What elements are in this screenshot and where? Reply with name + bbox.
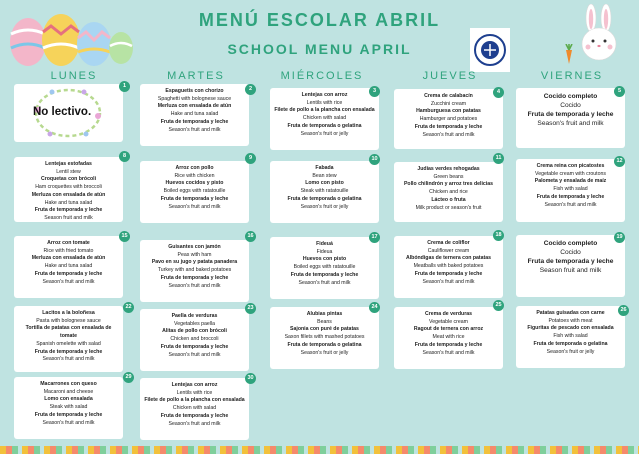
dish-name-en: Hake and tuna salad <box>44 199 93 206</box>
day-number-badge: 18 <box>493 230 504 241</box>
dish-name-es: Fruta de temporada y leche <box>160 343 229 350</box>
dish-name-en: Boiled eggs with ratatouille <box>163 188 226 195</box>
dish-name-en: Potatoes with meat <box>548 317 593 324</box>
day-number-badge: 25 <box>493 300 504 311</box>
dish-name-en: Season's fruit and milk <box>168 282 221 289</box>
dish-name-en: Spanish omelette with salad <box>36 340 101 347</box>
dish-name-en: Vegetable cream with croutons <box>535 170 606 177</box>
dish-name-en: Cauliflower cream <box>427 247 470 254</box>
dish-name-en: Ham croquettes with broccoli <box>35 184 102 191</box>
dish-name-es: Fruta de temporada y leche <box>160 195 229 202</box>
dish-name-en: Season's fruit or jelly <box>300 349 349 356</box>
dish-name-es: Fideuá <box>316 241 333 247</box>
dish-name-es: Patatas guisadas con carne <box>536 310 605 316</box>
dish-name-en: Beans <box>317 318 332 325</box>
dish-name-es: Espaguetis con chorizo <box>165 88 224 94</box>
dish-name-en: Fish with salad <box>553 186 588 193</box>
dish-name-es: Arroz con pollo <box>175 165 214 171</box>
menu-card-1 <box>14 84 123 142</box>
day-number-badge: 3 <box>369 86 380 97</box>
dish-name-es: Lácteo o fruta <box>431 196 466 203</box>
menu-card-15 <box>14 236 123 298</box>
day-number-badge: 5 <box>614 86 625 97</box>
dish-name-es: Crema de verduras <box>425 311 472 317</box>
day-header-thursday: JUEVES <box>422 70 478 82</box>
dish-name-en: Season's fruit and milk <box>168 203 221 210</box>
day-number-badge: 12 <box>614 156 625 167</box>
day-number-badge: 1 <box>119 81 130 92</box>
dish-name-en: Pasta with bolognese sauce <box>36 317 101 324</box>
day-number-badge: 26 <box>618 305 629 316</box>
day-header-monday: LUNES <box>50 70 98 82</box>
dish-name-es: Palometa y ensalada de maíz <box>534 178 607 185</box>
dish-name-en: Season's fruit and milk <box>168 351 221 358</box>
menu-card-9 <box>140 161 249 223</box>
page-subtitle: SCHOOL MENU APRIL <box>227 41 412 57</box>
menu-card-17 <box>270 237 379 299</box>
menu-card-24 <box>270 307 379 369</box>
dish-name-en: Vegetable cream <box>429 318 468 325</box>
menu-card-19 <box>516 235 625 297</box>
day-header-wednesday: MIÉRCOLES <box>280 70 364 82</box>
dish-name-en: Fish with salad <box>553 333 588 340</box>
dish-name-en: Hamburger and potatoes <box>419 116 478 123</box>
day-number-badge: 10 <box>369 154 380 165</box>
dish-name-es: Lomo con pisto <box>305 180 344 187</box>
menu-card-23 <box>140 309 249 371</box>
menu-card-3 <box>270 88 379 150</box>
dish-name-en: Peas with ham <box>177 251 212 258</box>
dish-name-en: Season's fruit and milk <box>537 120 604 127</box>
dish-name-en: Season's fruit and milk <box>422 349 475 356</box>
dish-name-en: Season's fruit or jelly <box>300 130 349 137</box>
dish-name-es: Lentejas estofadas <box>45 161 92 167</box>
menu-card-29 <box>14 377 123 439</box>
dish-name-en: Season's fruit and milk <box>298 279 351 286</box>
dish-name-es: Lomo con ensalada <box>44 396 93 403</box>
dish-name-en: Chicken and rice <box>429 189 468 196</box>
dish-name-en: Season's fruit and milk <box>422 131 475 138</box>
dish-name-en: Chicken with salad <box>172 405 217 412</box>
dish-name-es: Fruta de temporada y leche <box>34 207 103 214</box>
dish-name-es: Macarrones con queso <box>40 381 97 387</box>
dish-name-en: Season's fruit and milk <box>168 420 221 427</box>
dish-name-es: Pollo chilindrón y arroz tres delicias <box>403 181 494 188</box>
dish-name-es: Crema de calabacín <box>424 93 473 99</box>
dish-name-es: Fruta de temporada y leche <box>34 348 103 355</box>
bunting-decoration <box>0 446 639 454</box>
dish-name-en: Season's fruit and milk <box>42 356 95 363</box>
day-number-badge: 24 <box>369 302 380 313</box>
dish-name-es: Paella de verduras <box>171 313 218 319</box>
dish-name-es: Alubias pintas <box>306 311 343 317</box>
day-number-badge: 29 <box>123 372 134 383</box>
dish-name-en: Season fruit and milk <box>44 214 93 221</box>
dish-name-es: Fruta de temporada y leche <box>160 274 229 281</box>
dish-name-es: Filete de pollo a la plancha con ensalada <box>274 107 375 114</box>
dish-name-en: Meat with rice <box>432 334 465 341</box>
dish-name-en: Steak with ratatouille <box>300 188 349 195</box>
dish-name-en: Spaghetti with bolognese sauce <box>157 95 232 102</box>
dish-name-es: Filete de pollo a la plancha con ensalada <box>144 397 245 404</box>
menu-card-16 <box>140 240 249 302</box>
menu-card-4 <box>394 89 503 149</box>
dish-name-en: Bean stew <box>312 172 337 179</box>
menu-card-25 <box>394 307 503 369</box>
day-number-badge: 16 <box>245 231 256 242</box>
menu-card-30 <box>140 378 249 440</box>
day-number-badge: 22 <box>123 302 134 313</box>
dish-name-en: Chicken and broccoli <box>170 336 219 343</box>
dish-name-en: Cocido <box>560 249 581 256</box>
dish-name-es: Fruta de temporada y leche <box>536 193 605 200</box>
dish-name-es: Arroz con tomate <box>47 240 90 246</box>
day-number-badge: 9 <box>245 153 256 164</box>
dish-name-en: Cocido <box>560 102 581 109</box>
dish-name-es: Fruta de temporada y leche <box>160 412 229 419</box>
dish-name-en: Saxon fillets with mashed potatoes <box>284 334 365 341</box>
dish-name-en: Season's fruit and milk <box>42 419 95 426</box>
dish-name-es: Fruta de temporada y leche <box>527 111 614 118</box>
dish-name-es: Cocido completo <box>543 240 598 247</box>
dish-name-en: Vegetables paella <box>174 320 215 327</box>
dish-name-en: Zucchini cream <box>430 100 467 107</box>
dish-name-es: Fruta de temporada o gelatina <box>287 122 362 129</box>
dish-name-es: Fruta de temporada y leche <box>290 271 359 278</box>
dish-name-en: Season's fruit or jelly <box>546 348 595 355</box>
dish-name-en: Meatballs with baked potatoes <box>413 263 484 270</box>
dish-name-en: Fideua <box>316 248 333 255</box>
day-number-badge: 30 <box>245 373 256 384</box>
dish-name-es: Hamburguesa con patatas <box>416 108 481 115</box>
dish-name-es: Fruta de temporada o gelatina <box>287 195 362 202</box>
dish-name-es: Ragout de ternera con arroz <box>413 326 484 333</box>
dish-name-en: Season's fruit and milk <box>168 126 221 133</box>
dish-name-en: Hake and tuna salad <box>170 111 219 118</box>
dish-name-es: Lentejas con arroz <box>171 382 218 388</box>
day-number-badge: 19 <box>614 232 625 243</box>
dish-name-es: Fruta de temporada y leche <box>34 411 103 418</box>
page-title: MENÚ ESCOLAR ABRIL <box>198 10 441 30</box>
menu-card-10 <box>270 161 379 223</box>
day-header-friday: VIERNES <box>540 70 604 82</box>
menu-card-2 <box>140 84 249 146</box>
dish-name-es: Tortilla de patatas con ensalada de tomate <box>25 325 112 340</box>
dish-name-es: Alitas de pollo con brócoli <box>162 328 227 335</box>
menu-card-26 <box>516 306 625 368</box>
dish-name-en: Season's fruit and milk <box>42 278 95 285</box>
dish-name-es: Crema de coliflor <box>427 240 470 246</box>
dish-name-en: Lentils with rice <box>306 99 343 106</box>
dish-name-es: Figuritas de pescado con ensalada <box>527 325 614 332</box>
dish-name-es: Fruta de temporada y leche <box>414 341 483 348</box>
dish-name-en: Season's fruit or jelly <box>300 203 349 210</box>
dish-name-en: Rice with chicken <box>174 172 215 179</box>
dish-name-es: Guisantes con jamón <box>168 244 221 250</box>
dish-name-es: Huevos cocidos y pisto <box>165 180 224 187</box>
menu-card-11 <box>394 162 503 222</box>
menu-card-18 <box>394 236 503 298</box>
dish-name-es: Fruta de temporada y leche <box>160 118 229 125</box>
dish-name-es: Merluza con ensalada de atún <box>31 255 106 262</box>
dish-name-en: Turkey with and baked potatoes <box>157 267 232 274</box>
dish-name-en: Season's fruit and milk <box>544 201 597 208</box>
dish-name-es: Croquetas con brócoli <box>40 176 97 183</box>
dish-name-en: Boiled eggs with ratatouille <box>293 264 356 271</box>
dish-name-en: Hake and tuna salad <box>44 263 93 270</box>
dish-name-en: Chicken with salad <box>302 115 347 122</box>
dish-name-es: Fruta de temporada y leche <box>414 123 483 130</box>
day-number-badge: 23 <box>245 303 256 314</box>
day-number-badge: 2 <box>245 84 256 95</box>
menu-card-12 <box>516 159 625 222</box>
day-number-badge: 8 <box>119 151 130 162</box>
dish-name-es: Pavo en su jugo y patata panadera <box>151 259 238 266</box>
dish-name-en: Lentils with rice <box>176 389 213 396</box>
dish-name-en: Green beans <box>433 173 464 180</box>
dish-name-es: Lentejas con arroz <box>301 92 348 98</box>
dish-name-es: Fruta de temporada y leche <box>527 258 614 265</box>
dish-name-es: Fruta de temporada y leche <box>34 270 103 277</box>
dish-name-en: Season's fruit and milk <box>422 278 475 285</box>
day-number-badge: 17 <box>369 232 380 243</box>
dish-name-es: Lacitos a la boloñesa <box>42 310 95 316</box>
dish-name-en: Steak with salad <box>49 404 88 411</box>
dish-name-es: Fruta de temporada o gelatina <box>533 340 608 347</box>
dish-name-es: Merluza con ensalada de atún <box>157 103 232 110</box>
dish-name-es: Judías verdes rehogadas <box>417 166 480 172</box>
no-lectivo-label: No lectivo. <box>33 106 92 118</box>
menu-card-5 <box>516 88 625 148</box>
day-number-badge: 15 <box>119 231 130 242</box>
dish-name-es: Fruta de temporada y leche <box>414 270 483 277</box>
day-header-tuesday: MARTES <box>167 70 225 82</box>
dish-name-es: Fabada <box>315 165 334 171</box>
dish-name-es: Merluza con ensalada de atún <box>31 191 106 198</box>
dish-name-es: Cocido completo <box>543 93 598 100</box>
day-number-badge: 4 <box>493 87 504 98</box>
dish-name-en: Rice with fried tomato <box>43 247 94 254</box>
menu-card-22 <box>14 306 123 372</box>
menu-card-8 <box>14 157 123 222</box>
dish-name-es: Albóndigas de ternera con patatas <box>405 255 492 262</box>
dish-name-es: Huevos con pisto <box>302 256 347 263</box>
day-number-badge: 11 <box>493 153 504 164</box>
dish-name-es: Sajonia con puré de patatas <box>290 326 359 333</box>
dish-name-en: Season fruit and milk <box>539 267 602 274</box>
dish-name-en: Macaroni and cheese <box>43 388 94 395</box>
dish-name-en: Lentil stew <box>56 168 81 175</box>
dish-name-es: Fruta de temporada o gelatina <box>287 341 362 348</box>
dish-name-es: Crema reina con picatostes <box>536 163 605 169</box>
dish-name-en: Milk product or season's fruit <box>415 204 482 211</box>
